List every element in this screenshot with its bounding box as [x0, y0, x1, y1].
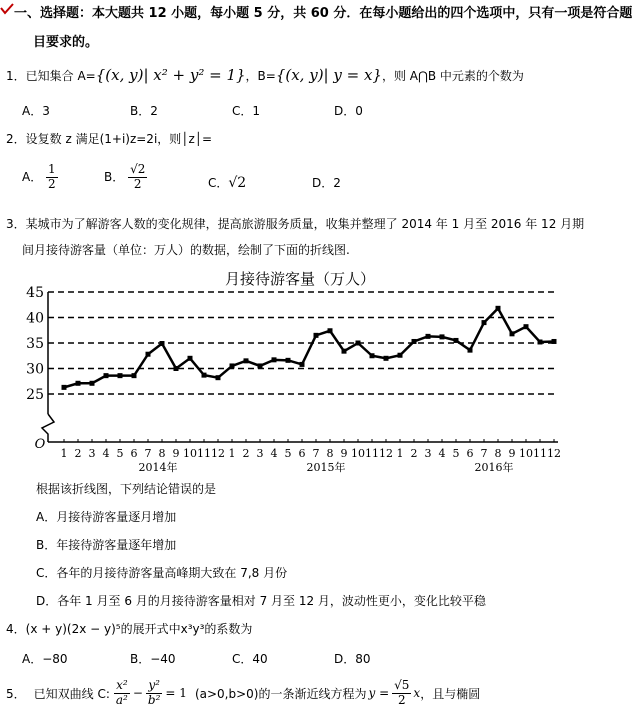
- data-point: [454, 338, 459, 343]
- y-tick-label: 45: [26, 285, 44, 301]
- sqrt-value: √2: [228, 175, 247, 191]
- option-label: B．: [104, 169, 125, 184]
- fraction-sqrt5-2: $\frac{√5}{2}$: [394, 678, 410, 707]
- data-point: [216, 375, 221, 380]
- origin-label: O: [34, 437, 46, 452]
- x-tick-label: 4: [270, 447, 278, 460]
- data-point: [412, 339, 417, 344]
- question-1: [6, 66, 524, 84]
- option-label: D．: [312, 176, 334, 190]
- data-point: [482, 320, 487, 325]
- data-point: [300, 362, 305, 367]
- x-tick-label: 9: [340, 447, 348, 460]
- data-point: [440, 334, 445, 339]
- data-point: [328, 328, 333, 333]
- x-tick-label: 1: [228, 447, 236, 460]
- data-point: [244, 358, 249, 363]
- x-tick-label: 2: [410, 447, 418, 460]
- x-tick-label: 5: [284, 447, 292, 460]
- data-point: [174, 366, 179, 371]
- data-point: [90, 381, 95, 386]
- year-label: 2014年: [138, 461, 178, 474]
- q1-post: ，则 A⋂B 中元素的个数为: [381, 69, 524, 83]
- q4-option-a[interactable]: A．−80: [22, 652, 68, 666]
- data-point: [118, 373, 123, 378]
- x-tick-label: 7: [480, 447, 488, 460]
- section-heading-line1: 一、选择题：本大题共 12 小题，每小题 5 分，共 60 分．在每小题给出的四个选项中，只有一项是符合题: [14, 6, 632, 21]
- q2-text: 设复数 z 满足(1+i)z=2i，则│z│=: [25, 132, 213, 146]
- data-point: [76, 381, 81, 386]
- question-number: 3．: [6, 217, 26, 231]
- data-point: [230, 363, 235, 368]
- y-tick-label: 25: [26, 387, 44, 403]
- q5-mid: (a>0,b>0)的一条渐近线方程为: [194, 686, 367, 701]
- q4-option-b[interactable]: B．−40: [130, 652, 176, 666]
- data-point: [398, 353, 403, 358]
- q1-option-c[interactable]: C．1: [232, 104, 261, 118]
- x-tick-label: 3: [256, 447, 264, 460]
- x-tick-label: 10: [519, 447, 533, 460]
- q3-option-a[interactable]: A．月接待游客量逐月增加: [36, 510, 177, 524]
- data-point: [104, 373, 109, 378]
- x-tick-label: 11: [365, 447, 379, 460]
- q2-option-a[interactable]: [22, 163, 58, 192]
- option-value: 2: [333, 176, 341, 190]
- x-tick-label: 3: [88, 447, 96, 460]
- y-tick-label: 40: [26, 310, 44, 327]
- question-3-line2: 间月接待游客量（单位：万人）的数据，绘制了下面的折线图.: [22, 243, 350, 257]
- red-check-mark: [0, 3, 14, 15]
- equation-rhs: = 1: [165, 686, 187, 701]
- data-point: [62, 385, 67, 390]
- data-point: [132, 373, 137, 378]
- asymptote-var: x: [413, 686, 421, 701]
- question-4: [6, 620, 252, 637]
- q5-post: ，且与椭圆: [420, 686, 481, 701]
- data-point: [468, 348, 473, 353]
- data-point: [286, 358, 291, 363]
- chart-title: 月接待游客量（万人）: [224, 270, 376, 288]
- x-tick-label: 8: [326, 447, 334, 460]
- y-tick-label: 30: [26, 361, 44, 378]
- x-tick-label: 7: [144, 447, 152, 460]
- q1-option-d[interactable]: D．0: [334, 104, 363, 118]
- question-2: [6, 130, 212, 147]
- q3-option-c[interactable]: C．各年的月接待游客量高峰期大致在 7,8 月份: [36, 566, 288, 580]
- x-tick-label: 6: [466, 447, 474, 460]
- data-point: [524, 324, 529, 329]
- data-point: [342, 349, 347, 354]
- x-tick-label: 3: [424, 447, 432, 460]
- data-point: [202, 373, 207, 378]
- data-point: [384, 356, 389, 361]
- data-point: [356, 341, 361, 346]
- year-label: 2016年: [474, 461, 514, 474]
- question-number: 5．: [6, 686, 26, 701]
- data-point: [426, 334, 431, 339]
- data-point: [496, 306, 501, 311]
- x-tick-label: 5: [116, 447, 124, 460]
- question-5: 5． 已知双曲线 C: $\frac{\text{x²}}{\text{a²}}$ − $\frac{\text{y²}}{\text{b²}}$ = 1 (a>0,b>0)的一条渐近线方程为 y = $\frac{√5}{2}$ x ，且与椭圆: [6, 678, 481, 707]
- set-b: {(x, y)| y = x}: [275, 66, 382, 84]
- x-tick-label: 10: [351, 447, 365, 460]
- data-point: [314, 333, 319, 338]
- x-tick-label: 7: [312, 447, 320, 460]
- fraction: $\frac{√2}{2}$: [130, 162, 146, 191]
- year-label: 2015年: [306, 461, 346, 474]
- q4-text: (x + y)(2x − y)⁵的展开式中x³y³的系数为: [25, 622, 253, 636]
- data-point: [160, 341, 165, 346]
- data-point: [188, 356, 193, 361]
- question-3-line1: [6, 215, 584, 232]
- q3-text: 某城市为了解游客人数的变化规律，提高旅游服务质量，收集并整理了 2014 年 1 月至 2016 年 12 月期: [25, 217, 585, 231]
- q3-option-d[interactable]: D．各年 1 月至 6 月的月接待游客量相对 7 月至 12 月，波动性更小，变化比较平稳: [36, 594, 486, 608]
- q1-option-b[interactable]: B．2: [130, 104, 158, 118]
- question-number: 1．: [6, 69, 26, 83]
- x-tick-label: 5: [452, 447, 460, 460]
- q1-mid: ，B=: [245, 69, 276, 83]
- x-tick-label: 8: [494, 447, 502, 460]
- fraction: $\frac{1}{2}$: [48, 162, 56, 191]
- fraction-y2-b2: $\frac{\text{y²}}{\text{b²}}$: [147, 678, 161, 707]
- asymptote-lhs: y =: [368, 686, 390, 701]
- x-tick-label: 12: [211, 447, 225, 460]
- x-tick-label: 9: [508, 447, 516, 460]
- x-tick-label: 2: [242, 447, 250, 460]
- series-line: [64, 308, 554, 387]
- x-tick-label: 2: [74, 447, 82, 460]
- fraction-x2-a2: $\frac{\text{x²}}{\text{a²}}$: [115, 678, 128, 707]
- line-chart: [26, 262, 570, 474]
- question-number: 4．: [6, 622, 26, 636]
- data-point: [272, 357, 277, 362]
- q2-option-c[interactable]: [208, 174, 246, 191]
- x-tick-label: 6: [130, 447, 138, 460]
- x-tick-label: 11: [533, 447, 547, 460]
- data-point: [538, 339, 543, 344]
- data-point: [146, 352, 151, 357]
- q4-option-c[interactable]: C．40: [232, 652, 268, 666]
- data-point: [258, 363, 263, 368]
- x-tick-label: 10: [183, 447, 197, 460]
- q2-option-b[interactable]: [104, 163, 147, 192]
- q3-option-b[interactable]: B．年接待游客量逐年增加: [36, 538, 177, 552]
- section-heading-line2: 目要求的。: [33, 35, 99, 50]
- q3-after-chart: 根据该折线图，下列结论错误的是: [36, 482, 217, 496]
- data-point: [552, 339, 557, 344]
- x-tick-label: 11: [197, 447, 211, 460]
- x-tick-label: 8: [158, 447, 166, 460]
- option-label: A．: [22, 169, 43, 184]
- x-tick-label: 4: [438, 447, 446, 460]
- x-tick-label: 4: [102, 447, 110, 460]
- x-tick-label: 12: [547, 447, 561, 460]
- x-tick-label: 12: [379, 447, 393, 460]
- x-tick-label: 1: [60, 447, 68, 460]
- x-tick-label: 9: [172, 447, 180, 460]
- q1-option-a[interactable]: A．3: [22, 104, 50, 118]
- option-label: C．: [208, 176, 229, 190]
- question-number: 2．: [6, 132, 26, 146]
- q4-option-d[interactable]: D．80: [334, 652, 371, 666]
- x-tick-label: 1: [396, 447, 404, 460]
- data-point: [370, 353, 375, 358]
- set-a: {(x, y)| x² + y² = 1}: [95, 66, 246, 84]
- x-tick-label: 6: [298, 447, 306, 460]
- q5-pre: 已知双曲线 C:: [33, 686, 110, 701]
- q1-pre: 已知集合 A=: [25, 69, 96, 83]
- y-tick-label: 35: [26, 336, 44, 352]
- q2-option-d[interactable]: [312, 174, 341, 191]
- data-point: [510, 331, 515, 336]
